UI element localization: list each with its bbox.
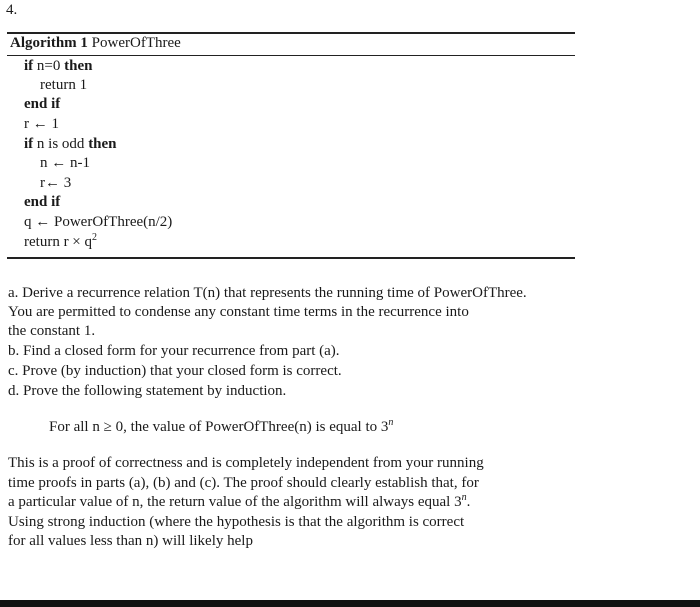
bottom-bar — [0, 600, 700, 607]
algo-line-n-assign: n ← n-1 — [40, 155, 90, 171]
paragraph-line5: for all values less than n) will likely help — [8, 533, 253, 549]
algo-line-endif2: end if — [24, 194, 61, 210]
algo-line-q-assign: q ← PowerOfThree(n/2) — [24, 214, 173, 230]
paragraph-line4: Using strong induction (where the hypothesis is that the algorithm is correct — [8, 514, 465, 530]
algo-line-r-assign2: r← 3 — [40, 175, 72, 191]
algo-line-r-assign: r ← 1 — [24, 116, 59, 132]
algo-line-return-final: return $r \times q^2$ — [24, 232, 98, 250]
algorithm-caption-rule — [7, 55, 575, 56]
algo-line-return1: return 1 — [40, 77, 88, 93]
paragraph-line1: This is a proof of correctness and is completely independent from your running — [8, 455, 484, 471]
question-a-line3: the constant 1. — [8, 323, 96, 339]
induction-statement: For all n ≥ 0, the value of PowerOfThree(n) is equal to 3$^n$ — [49, 417, 394, 435]
algorithm-bottom-rule — [7, 257, 575, 259]
algo-line-endif1: end if — [24, 96, 61, 112]
question-b: b. Find a closed form for your recurrence from part (a). — [8, 343, 340, 359]
question-c: c. Prove (by induction) that your closed form is correct. — [8, 363, 342, 379]
algorithm-name: PowerOfThree — [91, 35, 181, 51]
algo-line-if2: if n is odd then — [24, 136, 117, 152]
algo-line-if1: if n=0 then — [24, 58, 93, 74]
algorithm-top-rule — [7, 32, 575, 34]
question-number: 4. — [6, 2, 18, 18]
question-a-line1: a. Derive a recurrence relation T(n) that represents the running time of PowerOfThree. — [8, 285, 527, 301]
algorithm-label: Algorithm 1 — [10, 35, 88, 51]
algorithm-caption — [10, 35, 181, 52]
question-a-line2: You are permitted to condense any constant time terms in the recurrence into — [8, 304, 469, 320]
question-d: d. Prove the following statement by induction. — [8, 383, 287, 399]
paragraph-line2: time proofs in parts (a), (b) and (c). The proof should clearly establish that, for — [8, 475, 479, 491]
paragraph-line3: a particular value of n, the return value of the algorithm will always equal 3$^n$. — [8, 492, 471, 510]
